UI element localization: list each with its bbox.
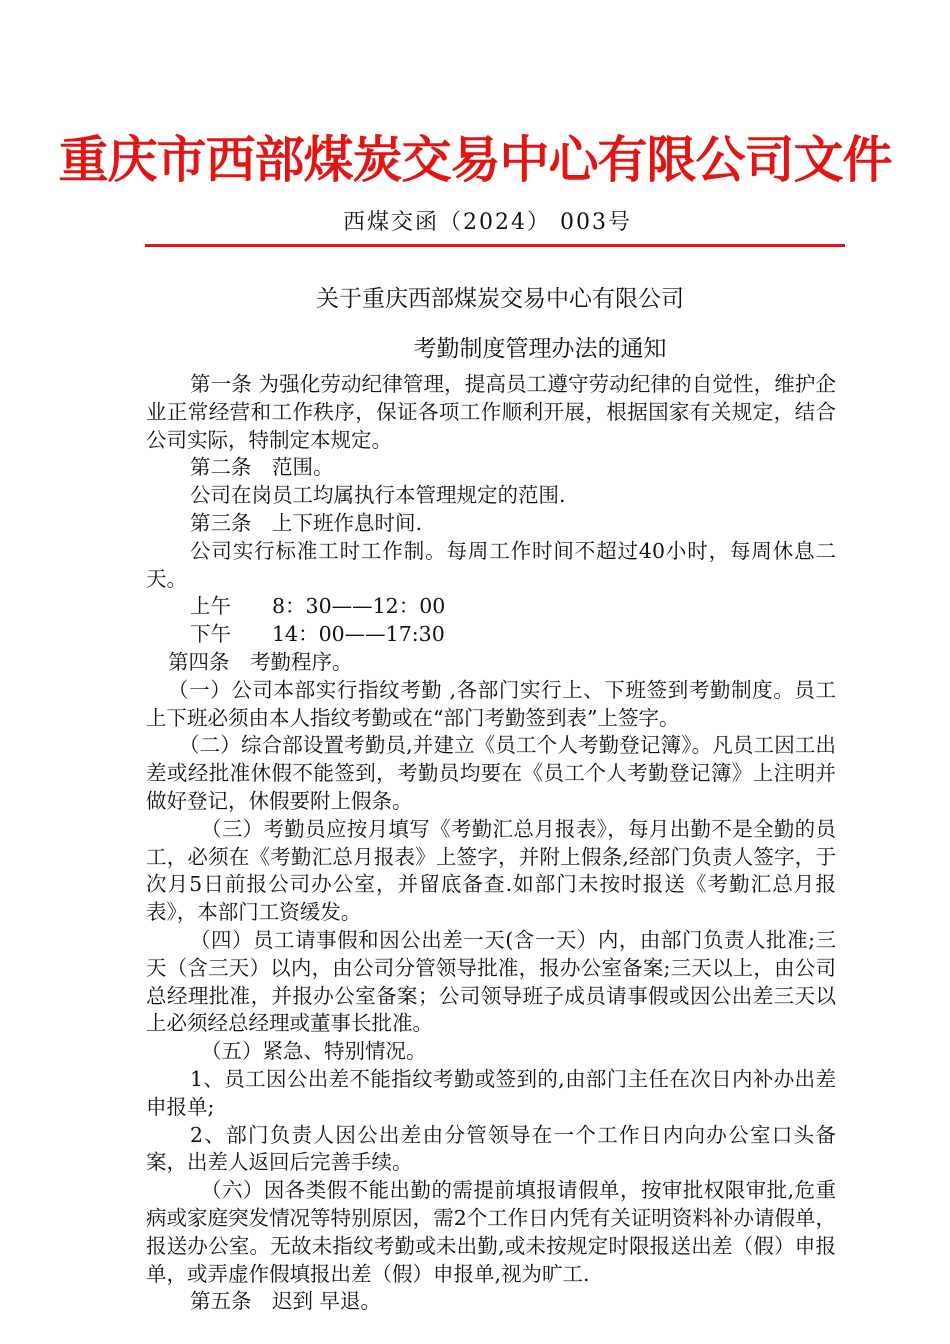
document-title: 重庆市西部煤炭交易中心有限公司文件: [58, 131, 892, 189]
notice-heading-line2: 考勤制度管理办法的通知: [413, 336, 667, 362]
paragraph-item-5: （五）紧急、特别情况。: [201, 1039, 427, 1064]
document-number: 西煤交函（2024） 003号: [343, 210, 632, 235]
paragraph-article-2: 第二条 范围。: [190, 455, 334, 480]
paragraph-item-4: （四）员工请事假和因公出差一天(含一天）内，由部门负责人批准;三天（含三天）以内，由公司分管领导批准，报办公室备案;三天以上，由公司总经理批准，并报办公室备案；公司领导班子成员请事假或因公出差三天以上必须经总经理或董事长批准。: [146, 927, 836, 1036]
paragraph-item-1: （一）公司本部实行指纹考勤 ,各部门实行上、下班签到考勤制度。员工上下班必须由本人指纹考勤或在“部门考勤签到表”上签字。: [146, 677, 836, 730]
paragraph-item-6: （六）因各类假不能出勤的需提前填报请假单，按审批权限审批,危重病或家庭突发情况等特别原因，需2个工作日内凭有关证明资料补办请假单，报送办公室。无故未指纹考勤或未出勤,或未按规定时限报送出差（假）申报单，或弄虚作假填报出差（假）申报单,视为旷工.: [146, 1178, 836, 1286]
document-body: [146, 371, 836, 1316]
paragraph-article-4: 第四条 考勤程序。: [168, 649, 353, 674]
notice-heading-line1: 关于重庆西部煤炭交易中心有限公司: [316, 286, 684, 312]
paragraph-article-3: 第三条 上下班作息时间.: [190, 510, 423, 535]
paragraph-article-5: 第五条 迟到 早退。: [190, 1289, 382, 1314]
paragraph-item-2: （二）综合部设置考勤员,并建立《员工个人考勤登记簿》。凡员工因工出差或经批准休假不能签到，考勤员均要在《员工个人考勤登记簿》上注明并做好登记，休假要附上假条。: [146, 733, 836, 813]
paragraph-article-1: 第一条 为强化劳动纪律管理，提高员工遵守劳动纪律的自觉性，维护企业正常经营和工作秩序，保证各项工作顺利开展，根据国家有关规定，结合公司实际，特制定本规定。: [146, 372, 836, 452]
paragraph-afternoon-hours: 下午 14：00——17:30: [190, 622, 445, 647]
paragraph-item-5-1: 1、员工因公出差不能指纹考勤或签到的,由部门主任在次日内补办出差申报单;: [146, 1066, 836, 1119]
paragraph-item-3: （三）考勤员应按月填写《考勤汇总月报表》，每月出勤不是全勤的员工，必须在《考勤汇总月报表》上签字，并附上假条,经部门负责人签字，于次月5日前报公司办公室，并留底备查.如部门未按时报送《考勤汇总月报表》，本部门工资缓发。: [146, 816, 836, 925]
paragraph-scope: 公司在岗员工均属执行本管理规定的范围.: [190, 483, 566, 508]
paragraph-work-hours: 公司实行标准工时工作制。每周工作时间不超过40小时，每周休息二天。: [146, 538, 836, 591]
paragraph-item-5-2: 2、部门负责人因公出差由分管领导在一个工作日内向办公室口头备案，出差人返回后完善手续。: [146, 1122, 836, 1175]
paragraph-morning-hours: 上午 8：30——12：00: [190, 594, 446, 619]
red-divider-line: [145, 244, 845, 247]
